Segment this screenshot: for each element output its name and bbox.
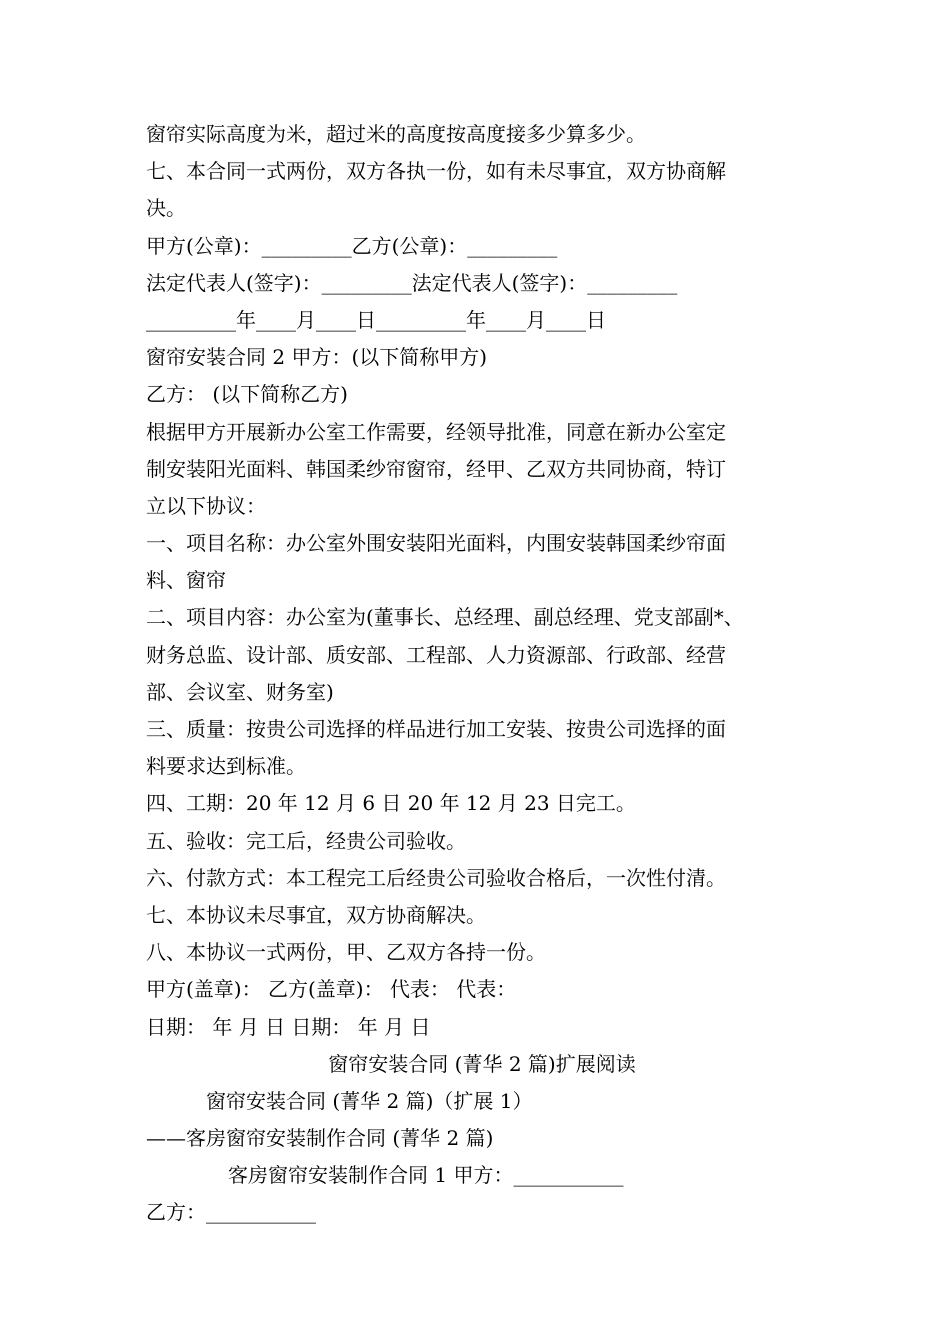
clause-8: 八、本协议一式两份，甲、乙双方各持一份。 bbox=[146, 940, 546, 965]
extension-party-a-line: 客房窗帘安装制作合同 1 甲方：___________ bbox=[228, 1163, 624, 1188]
party-seal-line: 甲方(公章)：_________乙方(公章)：_________ bbox=[146, 233, 558, 258]
clause-6: 六、付款方式：本工程完工后经贵公司验收合格后，一次性付清。 bbox=[146, 865, 726, 890]
text-line: 立以下协议： bbox=[146, 493, 266, 518]
party-b-line: 乙方： (以下简称乙方) bbox=[146, 382, 348, 407]
text-line: 制安装阳光面料、韩国柔纱帘窗帘，经甲、乙双方共同协商，特订 bbox=[146, 456, 726, 481]
signature-date-line: 日期： 年 月 日 日期： 年 月 日 bbox=[146, 1014, 431, 1039]
clause-1: 一、项目名称：办公室外围安装阳光面料，内围安装韩国柔纱帘面 bbox=[146, 531, 726, 556]
legal-rep-line: 法定代表人(签字)：_________法定代表人(签字)：_________ bbox=[146, 270, 678, 295]
clause-2: 二、项目内容：办公室为(董事长、总经理、副总经理、党支部副*、 bbox=[146, 605, 744, 630]
extension-heading: 窗帘安装合同 (菁华 2 篇)扩展阅读 bbox=[328, 1051, 636, 1076]
clause-7: 七、本协议未尽事宜，双方协商解决。 bbox=[146, 902, 486, 927]
extension-party-b-line: 乙方：___________ bbox=[146, 1200, 316, 1225]
date-line: _________年____月____日_________年____月____日 bbox=[146, 307, 606, 332]
clause-4: 四、工期：20 年 12 月 6 日 20 年 12 月 23 日完工。 bbox=[146, 791, 636, 816]
clause-5: 五、验收：完工后，经贵公司验收。 bbox=[146, 828, 466, 853]
text-line: 料、窗帘 bbox=[146, 568, 226, 593]
text-line: 部、会议室、财务室) bbox=[146, 679, 334, 704]
text-line: 窗帘实际高度为米，超过米的高度按高度接多少算多少。 bbox=[146, 122, 646, 146]
text-line: 财务总监、设计部、质安部、工程部、人力资源部、行政部、经营 bbox=[146, 642, 726, 667]
signature-line: 甲方(盖章)： 乙方(盖章)： 代表： 代表： bbox=[146, 977, 517, 1002]
contract-2-title: 窗帘安装合同 2 甲方：(以下简称甲方) bbox=[146, 345, 488, 370]
extension-subheading: 窗帘安装合同 (菁华 2 篇)（扩展 1） bbox=[206, 1088, 533, 1113]
document-body bbox=[146, 116, 818, 1232]
text-line: 根据甲方开展新办公室工作需要，经领导批准，同意在新办公室定 bbox=[146, 419, 726, 444]
text-line: 决。 bbox=[146, 196, 186, 221]
text-line: 料要求达到标准。 bbox=[146, 754, 306, 779]
extension-dash-line: ——客房窗帘安装制作合同 (菁华 2 篇) bbox=[146, 1126, 494, 1151]
clause-3: 三、质量：按贵公司选择的样品进行加工安装、按贵公司选择的面 bbox=[146, 717, 726, 741]
text-line: 七、本合同一式两份，双方各执一份，如有未尽事宜，双方协商解 bbox=[146, 159, 726, 184]
